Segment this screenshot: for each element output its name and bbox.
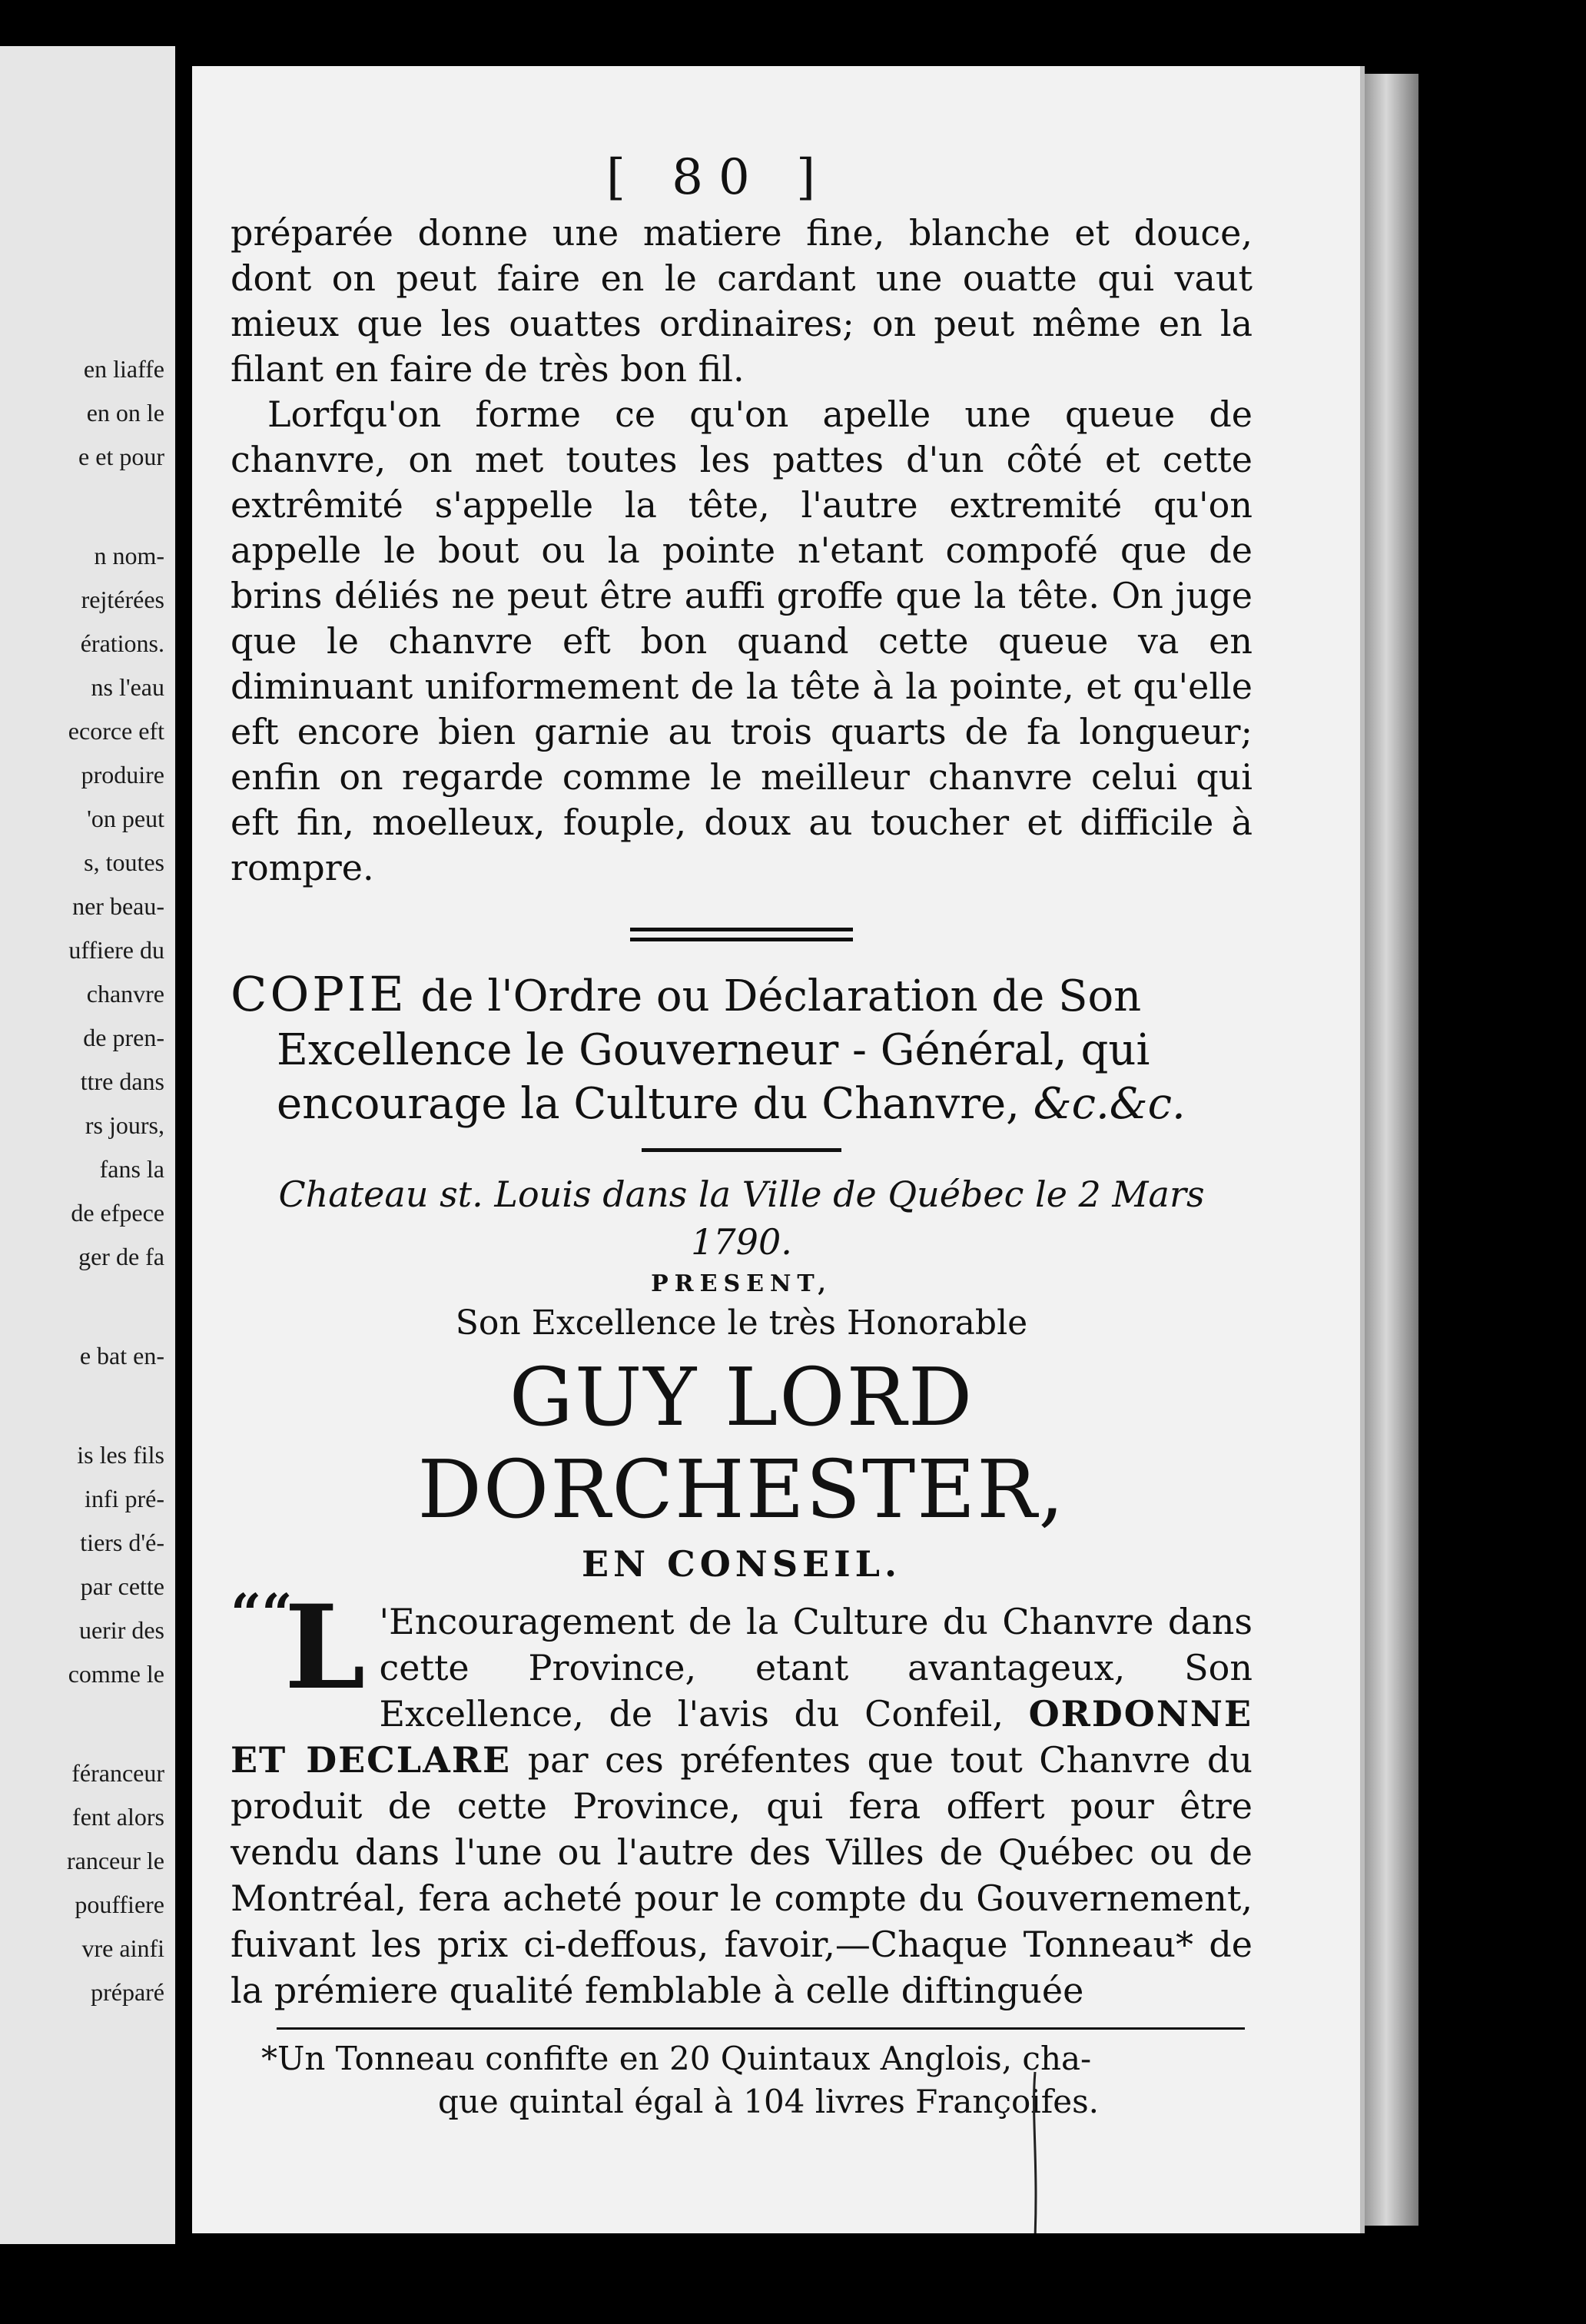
left-page-line: préparé: [91, 1978, 164, 2006]
decree-text-a: 'Encouragement de la Culture du Chanvre dans cette Province, etant avantageux, Son Excellence, de l'avis du Confeil,: [379, 1601, 1253, 1735]
left-page-line: ger de fa: [78, 1243, 164, 1270]
left-page-line: [67, 1378, 164, 1433]
copie-line-3-text: encourage la Culture du Chanvre,: [277, 1079, 1020, 1129]
book-gutter: [175, 61, 192, 2244]
left-page-line: de pren-: [83, 1024, 164, 1051]
copie-line-3: [231, 1077, 1253, 1131]
left-page-line: fans la: [99, 1155, 164, 1183]
left-page-line: féranceur: [71, 1759, 164, 1787]
right-page: [192, 66, 1365, 2233]
left-page-line: uerir des: [78, 1616, 164, 1644]
footnote-line-1: *Un Tonneau confifte en 20 Quintaux Anglois, cha-: [261, 2040, 1092, 2077]
left-page-line: n nom-: [94, 542, 164, 569]
body-text: [231, 211, 1253, 891]
page-content: [231, 151, 1253, 2123]
left-page-text: [67, 347, 164, 2014]
left-page-line: rejtérées: [81, 586, 164, 613]
left-page-line: ecorce eft: [68, 717, 164, 745]
left-page-line: par cette: [80, 1572, 164, 1600]
left-page-line: tiers d'é-: [80, 1529, 164, 1556]
footnote-line-2: que quintal égal à 104 livres Françoifes.: [438, 2083, 1100, 2120]
left-page-line: vre ainfi: [81, 1934, 164, 1962]
left-page-line: e bat en-: [79, 1342, 164, 1370]
opening-quote: ““: [231, 1582, 293, 1645]
footnote: [231, 2037, 1253, 2123]
copie-etc: &c.&c.: [1033, 1079, 1186, 1129]
left-page-line: ttre dans: [80, 1067, 164, 1095]
honorable-line: Son Excellence le très Honorable: [455, 1303, 1028, 1343]
left-page-line: infi pré-: [85, 1485, 164, 1512]
left-page-line: en liaffe: [83, 355, 164, 383]
page-edge-shadow: [1365, 74, 1418, 2226]
left-page-line: en on le: [86, 399, 164, 427]
paragraph-1: préparée donne une matiere fine, blanche et douce, dont on peut faire en le cardant une ouatte qui vaut mieux que les ouattes ordinaires; on peut même en la filant en faire de très bon fil.: [231, 212, 1253, 390]
left-page-line: produire: [81, 761, 164, 788]
page-number-text: [ 80 ]: [606, 149, 831, 206]
left-page-line: rs jours,: [85, 1111, 164, 1139]
copie-cap: COPIE: [231, 966, 407, 1022]
left-page-line: [67, 479, 164, 534]
left-facing-page: [0, 46, 175, 2244]
left-page-line: de efpece: [71, 1199, 164, 1227]
present-label: PRESENT,: [651, 1270, 832, 1297]
single-rule: [642, 1148, 841, 1152]
left-page-line: fent alors: [72, 1803, 164, 1831]
page-number: [192, 151, 1253, 204]
drop-cap: L: [284, 1580, 366, 1715]
left-page-line: pouffiere: [75, 1891, 164, 1918]
paragraph-2: Lorfqu'on forme ce qu'on apelle une queue de chanvre, on met toutes les pattes d'un côté et cette extrêmité s'appelle la tête, l'autre extremité qu'on appelle le bout ou la pointe n'etant compofé que de brins déliés ne peut être auffi groffe que la tête. On juge que le chanvre eft bon quand cette queue va en diminuant uniformement de la tête à la pointe, et qu'elle eft encore bien garnie au trois quarts de fa longueur; enfin on regarde comme le meilleur chanvre celui qui eft fin, moelleux, fouple, doux au toucher et difficile à rompre.: [231, 393, 1253, 888]
copie-heading: [231, 968, 1253, 1131]
left-page-line: uffiere du: [68, 936, 164, 964]
left-page-line: chanvre: [86, 980, 164, 1008]
dateline: Chateau st. Louis dans la Ville de Québec le 2 Mars 1790.: [278, 1174, 1205, 1263]
decree-paragraph: [231, 1580, 1253, 2014]
left-page-line: érations.: [80, 629, 164, 657]
left-page-line: e et pour: [78, 443, 164, 470]
left-page-line: 'on peut: [87, 805, 164, 832]
left-page-line: ner beau-: [72, 892, 164, 920]
left-page-line: [67, 1696, 164, 1751]
lord-name: GUY LORD DORCHESTER,: [417, 1350, 1066, 1536]
left-page-line: s, toutes: [84, 848, 164, 876]
decree-ordonne: ORDONNE ET DECLARE: [231, 1693, 1253, 1781]
copie-line-2: Excellence le Gouverneur - Général, qui: [277, 1025, 1150, 1075]
footnote-rule: [277, 2027, 1245, 2030]
double-rule: [630, 928, 853, 941]
copie-line-1: de l'Ordre ou Déclaration de Son: [420, 971, 1142, 1021]
ink-mark: [1030, 2072, 1040, 2233]
left-page-line: is les fils: [77, 1441, 164, 1469]
decree-text-b: par ces préfentes que tout Chanvre du produit de cette Province, qui fera offert pour être vendu dans l'une ou l'autre des Villes de Québec ou de Montréal, fera acheté pour le compte du Gouvernement, fuivant les prix ci-deffous, favoir,—Chaque Tonneau* de la prémiere qualité femblable à celle diftinguée: [231, 1739, 1253, 2011]
left-page-line: [67, 1279, 164, 1334]
left-page-line: comme le: [68, 1660, 164, 1688]
left-page-line: ranceur le: [66, 1847, 164, 1874]
en-conseil: EN CONSEIL.: [581, 1543, 901, 1585]
left-page-line: ns l'eau: [91, 673, 164, 701]
